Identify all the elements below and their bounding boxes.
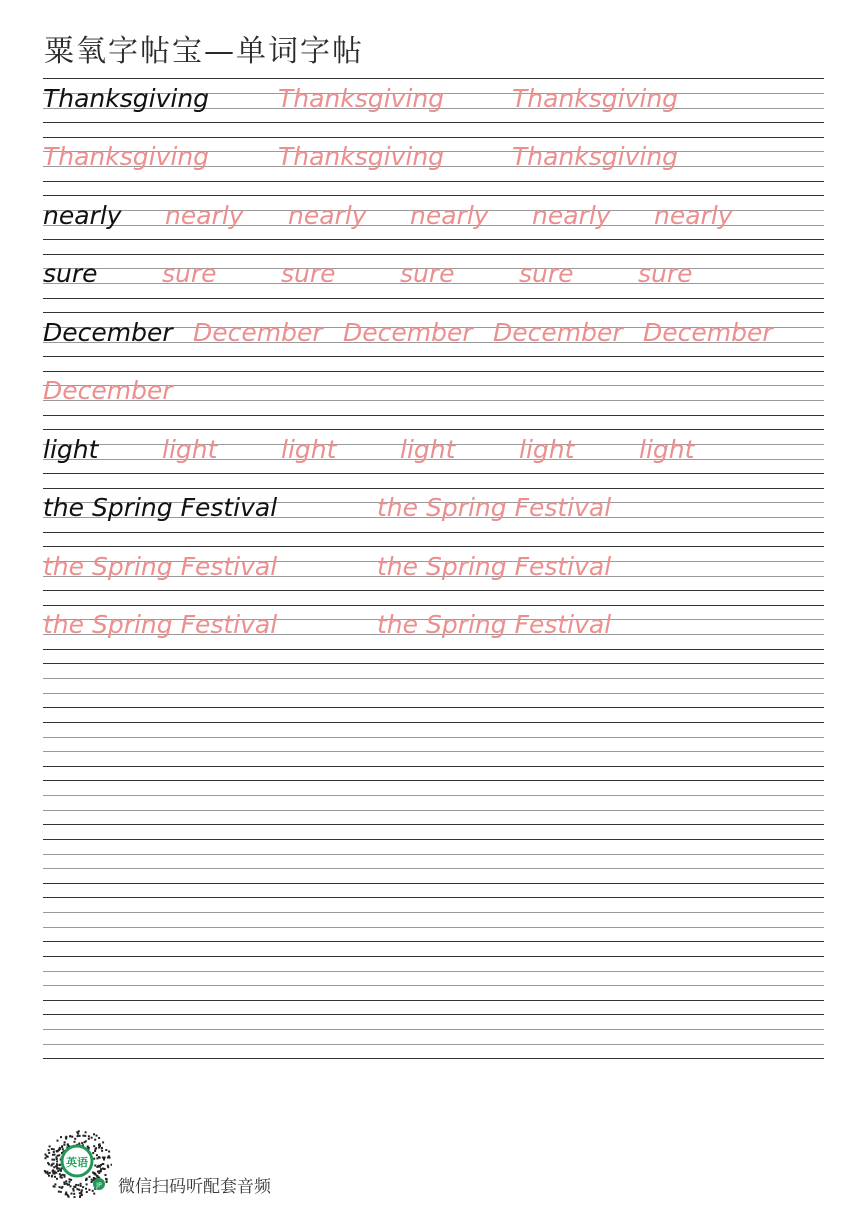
model-word: light	[43, 435, 99, 464]
trace-word: December	[493, 318, 623, 347]
ruled-line	[43, 722, 824, 723]
trace-word: light	[281, 435, 337, 464]
trace-word: sure	[519, 259, 574, 288]
trace-word: Thanksgiving	[512, 84, 679, 113]
trace-word: the Spring Festival	[377, 493, 612, 522]
ruled-line	[43, 254, 824, 255]
ruled-line	[43, 78, 824, 79]
model-word: nearly	[43, 201, 122, 230]
ruled-line	[43, 1014, 824, 1015]
ruled-line	[43, 854, 824, 855]
trace-word: Thanksgiving	[43, 142, 210, 171]
trace-word: nearly	[532, 201, 611, 230]
ruled-line	[43, 766, 824, 767]
ruled-line	[43, 824, 824, 825]
trace-word: December	[193, 318, 323, 347]
ruled-line	[43, 839, 824, 840]
trace-word: sure	[400, 259, 455, 288]
footer	[42, 1128, 342, 1198]
ruled-line	[43, 1000, 824, 1001]
ruled-line	[43, 663, 824, 664]
page-title: 粟氧字帖宝—单词字帖	[44, 34, 364, 69]
ruled-line	[43, 298, 824, 299]
ruled-line	[43, 1044, 824, 1045]
model-word: sure	[43, 259, 98, 288]
ruled-line	[43, 429, 824, 430]
qr-code-icon[interactable]	[42, 1128, 112, 1198]
trace-word: Thanksgiving	[512, 142, 679, 171]
qr-badge-label: 英语	[66, 1156, 88, 1169]
ruled-line	[43, 810, 824, 811]
ruled-line	[43, 1029, 824, 1030]
trace-word: light	[639, 435, 695, 464]
trace-word: nearly	[165, 201, 244, 230]
ruled-line	[43, 795, 824, 796]
ruled-line	[43, 956, 824, 957]
trace-word: nearly	[654, 201, 733, 230]
ruled-line	[43, 532, 824, 533]
trace-word: the Spring Festival	[43, 610, 278, 639]
ruled-line	[43, 371, 824, 372]
trace-word: the Spring Festival	[43, 552, 278, 581]
ruled-line	[43, 649, 824, 650]
ruled-line	[43, 137, 824, 138]
ruled-line	[43, 985, 824, 986]
model-word: the Spring Festival	[43, 493, 278, 522]
trace-word: light	[162, 435, 218, 464]
trace-word: Thanksgiving	[278, 142, 445, 171]
trace-word: December	[343, 318, 473, 347]
ruled-line	[43, 195, 824, 196]
trace-word: Thanksgiving	[278, 84, 445, 113]
ruled-line	[43, 927, 824, 928]
trace-word: the Spring Festival	[377, 610, 612, 639]
ruled-line	[43, 780, 824, 781]
trace-word: sure	[281, 259, 336, 288]
trace-word: December	[643, 318, 773, 347]
trace-word: nearly	[410, 201, 489, 230]
footer-caption: 微信扫码听配套音频	[118, 1177, 271, 1197]
ruled-line	[43, 546, 824, 547]
ruled-line	[43, 737, 824, 738]
model-word: December	[43, 318, 173, 347]
ruled-line	[43, 678, 824, 679]
trace-word: light	[400, 435, 456, 464]
ruled-line	[43, 239, 824, 240]
practice-sheet	[43, 0, 824, 1227]
ruled-line	[43, 971, 824, 972]
ruled-line	[43, 883, 824, 884]
ruled-line	[43, 415, 824, 416]
trace-word: December	[43, 376, 173, 405]
ruled-line	[43, 1058, 824, 1059]
ruled-line	[43, 122, 824, 123]
trace-word: the Spring Festival	[377, 552, 612, 581]
trace-word: sure	[638, 259, 693, 288]
ruled-line	[43, 312, 824, 313]
ruled-line	[43, 707, 824, 708]
model-word: Thanksgiving	[43, 84, 210, 113]
ruled-line	[43, 751, 824, 752]
trace-word: light	[519, 435, 575, 464]
ruled-line	[43, 181, 824, 182]
ruled-line	[43, 605, 824, 606]
ruled-line	[43, 941, 824, 942]
ruled-line	[43, 590, 824, 591]
ruled-line	[43, 868, 824, 869]
ruled-line	[43, 897, 824, 898]
ruled-line	[43, 693, 824, 694]
ruled-line	[43, 473, 824, 474]
qr-mark-label: JP	[96, 1182, 102, 1189]
trace-word: nearly	[288, 201, 367, 230]
ruled-line	[43, 356, 824, 357]
ruled-line	[43, 912, 824, 913]
ruled-line	[43, 488, 824, 489]
trace-word: sure	[162, 259, 217, 288]
